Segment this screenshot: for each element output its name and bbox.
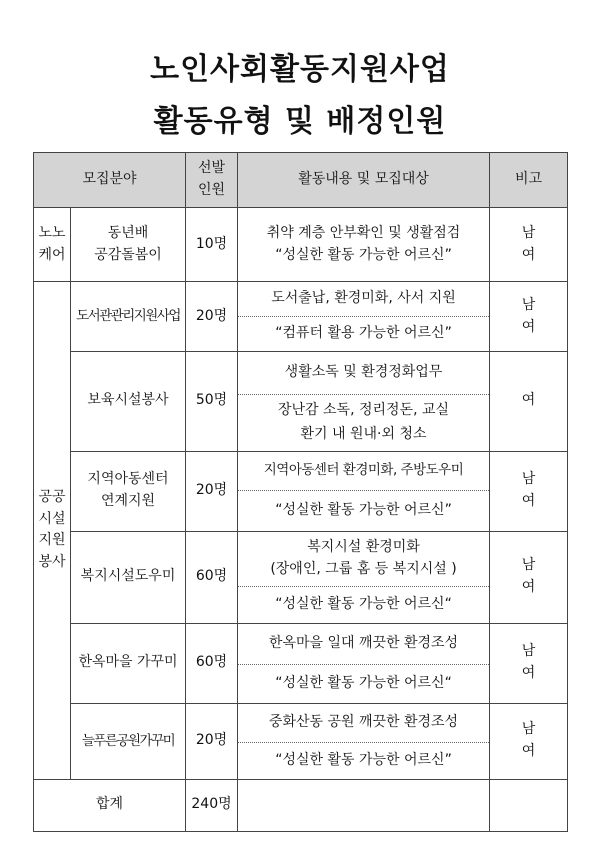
row-name: 늘푸른공원가꾸미 bbox=[71, 703, 186, 779]
activity-line1: 지역아동센터 환경미화, 주방도우미 bbox=[238, 452, 489, 491]
document-title-line2: 활동유형 및 배정인원 bbox=[153, 104, 447, 139]
header-activity: 활동내용 및 모집대상 bbox=[238, 153, 490, 208]
table-row bbox=[34, 703, 568, 779]
activity-line3: “성실한 활동 가능한 어르신“ bbox=[275, 595, 452, 612]
table-row bbox=[34, 352, 568, 452]
total-count: 240명 bbox=[186, 779, 238, 831]
row-count: 60명 bbox=[186, 623, 238, 703]
note-line1: 남 bbox=[521, 721, 536, 738]
activity-line1: 도서출납, 환경미화, 사서 지원 bbox=[238, 282, 489, 317]
header-count bbox=[186, 153, 238, 208]
row-name bbox=[71, 451, 186, 531]
total-activity-empty bbox=[238, 779, 490, 831]
row-note bbox=[490, 703, 568, 779]
row-note bbox=[490, 451, 568, 531]
row-activity bbox=[238, 352, 490, 452]
note-line2: 여 bbox=[521, 493, 536, 510]
table-row bbox=[34, 208, 568, 282]
row-count: 20명 bbox=[186, 282, 238, 352]
row-note: 여 bbox=[490, 352, 568, 452]
row-activity bbox=[238, 531, 490, 623]
row-activity bbox=[238, 451, 490, 531]
row-activity bbox=[238, 282, 490, 352]
note-line2: 여 bbox=[521, 743, 536, 760]
row-name bbox=[71, 208, 186, 282]
note-line1: 남 bbox=[521, 296, 536, 313]
document-title-line1: 노인사회활동지원사업 bbox=[150, 52, 450, 87]
row-count: 50명 bbox=[186, 352, 238, 452]
note-line2: 여 bbox=[521, 665, 536, 682]
row-note bbox=[490, 282, 568, 352]
activity-line2: “성실한 활동 가능한 어르신” bbox=[275, 501, 452, 518]
header-note: 비고 bbox=[490, 153, 568, 208]
activity-line1: 복지시설 환경미화 bbox=[307, 538, 420, 555]
activity-line3: 환기 내 원내·외 청소 bbox=[300, 425, 427, 442]
row-name: 도서관관리지원사업 bbox=[71, 282, 186, 352]
row-activity bbox=[238, 208, 490, 282]
allocation-table bbox=[33, 152, 568, 832]
category-line: 시설 bbox=[38, 510, 66, 527]
header-field: 모집분야 bbox=[34, 153, 186, 208]
total-row bbox=[34, 779, 568, 831]
note-line2: 여 bbox=[521, 318, 536, 335]
row-name: 보육시설봉사 bbox=[71, 352, 186, 452]
row-activity bbox=[238, 703, 490, 779]
category-line: 케어 bbox=[38, 246, 66, 263]
table-row bbox=[34, 451, 568, 531]
row-count: 60명 bbox=[186, 531, 238, 623]
category-public-facility bbox=[34, 282, 71, 780]
row-note bbox=[490, 623, 568, 703]
activity-line2: (장애인, 그룹 홈 등 복지시설 ) bbox=[270, 560, 457, 577]
activity-line2: “성실한 활동 가능한 어르신” bbox=[275, 246, 452, 263]
row-name: 복지시설도우미 bbox=[71, 531, 186, 623]
row-note bbox=[490, 208, 568, 282]
table-header-row bbox=[34, 153, 568, 208]
header-count-line2: 인원 bbox=[197, 182, 226, 198]
row-activity bbox=[238, 623, 490, 703]
note-line1: 남 bbox=[521, 471, 536, 488]
row-name: 한옥마을 가꾸미 bbox=[71, 623, 186, 703]
row-name-line2: 연계지원 bbox=[100, 493, 156, 510]
row-name-line1: 지역아동센터 bbox=[87, 471, 169, 488]
row-note bbox=[490, 531, 568, 623]
note-line2: 여 bbox=[521, 246, 536, 263]
activity-line2: “성실한 활동 가능한 어르신” bbox=[275, 751, 452, 768]
note-line2: 여 bbox=[521, 579, 536, 596]
activity-line2: “성실한 활동 가능한 어르신“ bbox=[275, 674, 452, 691]
activity-line-group bbox=[238, 532, 489, 587]
table-row bbox=[34, 623, 568, 703]
note-line1: 남 bbox=[521, 224, 536, 241]
activity-line1: 생활소독 및 환경정화업무 bbox=[238, 352, 489, 395]
activity-line1: 중화산동 공원 깨끗한 환경조성 bbox=[238, 704, 489, 743]
table-row bbox=[34, 282, 568, 352]
category-line: 공공 bbox=[38, 488, 66, 505]
category-nono-care bbox=[34, 208, 71, 282]
table-row bbox=[34, 531, 568, 623]
row-name-line2: 공감돌봄이 bbox=[94, 246, 162, 263]
activity-line1: 한옥마을 일대 깨끗한 환경조성 bbox=[238, 624, 489, 665]
activity-line2: 장난감 소독, 정리정돈, 교실 bbox=[278, 402, 450, 418]
category-line: 봉사 bbox=[38, 553, 66, 570]
activity-line1: 취약 계층 안부확인 및 생활점검 bbox=[266, 224, 461, 241]
row-count: 10명 bbox=[186, 208, 238, 282]
category-line: 지원 bbox=[38, 532, 66, 549]
row-name-line1: 동년배 bbox=[107, 224, 149, 241]
activity-line2: “컴퓨터 활용 가능한 어르신” bbox=[275, 325, 452, 342]
note-line1: 남 bbox=[521, 557, 536, 574]
header-count-line1: 선발 bbox=[197, 160, 226, 177]
row-count: 20명 bbox=[186, 703, 238, 779]
category-line: 노노 bbox=[38, 224, 66, 241]
total-label: 합계 bbox=[34, 779, 186, 831]
note-line1: 남 bbox=[521, 643, 536, 660]
row-count: 20명 bbox=[186, 451, 238, 531]
total-note-empty bbox=[490, 779, 568, 831]
